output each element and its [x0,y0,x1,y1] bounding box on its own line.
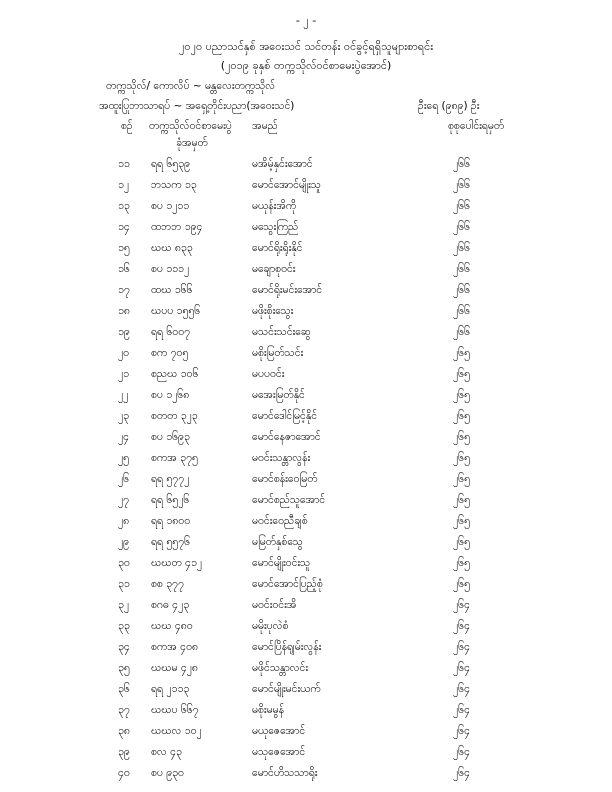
roll-number: ဃပပ ၁၅၅၆ [151,305,201,317]
table-row [0,683,612,704]
total-mark: ၂၆၅ [453,578,470,590]
student-name: မောင်မျိုးမင်းယက် [252,683,321,695]
student-name: မချောစုဝင်း [252,263,296,275]
row-number: ၁၁ [118,158,130,170]
roll-number: ထဘဘ ၁၉၄ [151,221,203,233]
table-row [0,536,612,557]
row-number: ၁၅ [118,242,130,254]
header-roll-line2: ခုံအမှတ် [176,137,208,149]
total-mark: ၂၆၄ [453,704,470,716]
total-mark: ၂၆၄ [453,725,470,737]
row-number: ၁၈ [118,305,130,317]
row-number: ၂၉ [118,536,130,548]
row-number: ၃၀ [118,557,130,569]
total-mark: ၂၆၅ [453,473,470,485]
row-number: ၁၃ [118,200,130,212]
table-row [0,179,612,200]
student-name: မဝင်းဝေညီချစ် [252,515,308,527]
student-name: မဖိုးစိုးသွေး [252,305,294,317]
roll-number: စပ ၉၃၀ [151,767,184,779]
roll-number: ဃဃမ ၄၂၈ [151,662,198,674]
table-row [0,767,612,788]
student-name: မောင်ဒေါင်မြင့်နိုင် [252,410,318,422]
row-number: ၁၄ [118,221,130,233]
total-count: ဦးရေ (၉၈၉) ဦး [418,100,480,112]
row-number: ၃၁ [118,578,130,590]
table-row [0,704,612,725]
roll-number: ရရ ၅၅၇၆ [151,536,191,548]
total-mark: ၂၆၆ [453,326,470,338]
total-mark: ၂၆၅ [453,557,470,569]
table-row [0,284,612,305]
total-mark: ၂၆၅ [453,410,470,422]
total-mark: ၂၆၆ [453,284,470,296]
roll-number: စပ ၁၂၁၁ [151,200,190,212]
table-row [0,431,612,452]
total-mark: ၂၆၄ [453,599,470,611]
roll-number: စပ ၁၂၆၈ [151,389,190,401]
student-name: မောင်စန်းဝေမြတ် [252,473,318,485]
header-roll: တက္ကသိုလ်ဝင်စာမေးပွဲ [149,120,232,132]
header-name: အမည် [252,120,278,132]
total-mark: ၂၆၅ [453,494,470,506]
student-name: မောင်အောင်မျိုးသူ [252,179,321,191]
total-mark: ၂၆၅ [453,536,470,548]
student-name: မဝင်းသန္တာလွန်း [252,452,311,464]
row-number: ၃၄ [118,641,130,653]
table-row [0,326,612,347]
roll-number: ရရ ၁၈၀၀ [151,515,191,527]
roll-number: ဃဃပ ၆၆၇ [151,704,199,716]
roll-number: ဃဃတ ၄၁၂ [151,557,203,569]
student-name: မပပဝင်း [252,368,285,380]
student-name: မောင်ပြိန်ရျမ်းလွန်း [252,641,322,653]
roll-number: ဃဃ ၄၈၀ [151,620,193,632]
row-number: ၁၉ [118,326,130,338]
roll-number: စတတ ၃၂၃ [151,410,198,422]
total-mark: ၂၆၅ [453,515,470,527]
total-mark: ၂၆၅ [453,347,470,359]
roll-number: ရရ ၅၇၇၂ [151,473,190,485]
table-row [0,515,612,536]
total-mark: ၂၆၆ [453,263,470,275]
table-row [0,368,612,389]
total-mark: ၂၆၄ [453,683,470,695]
student-name: မအိမ့်နှင်းအောင် [252,158,313,170]
roll-number: စပ ၁၁၁၂ [151,263,190,275]
table-row [0,263,612,284]
roll-number: စက ၇၀၅ [151,347,189,359]
university-line: တက္ကသိုလ်/ ကောလိပ် ~ မန္တလေးတက္ကသိုလ် [106,80,276,92]
table-row [0,725,612,746]
roll-number: စလ ၄၃ [151,746,182,758]
row-number: ၃၈ [118,725,130,737]
roll-number: စကအ ၄၀၈ [151,641,198,653]
document-title: ၂၀၂၀ ပညာသင်နှစ် အဝေးသင် သင်တန်း ဝင်ခွင့်ရရှိသူများစာရင်း [178,40,433,53]
table-row [0,620,612,641]
total-mark: ၂၆၆ [453,305,470,317]
student-name: မစိုးမမွန် [252,704,285,716]
table-row [0,473,612,494]
student-name: မစိုးမြတ်သင်း [252,347,304,359]
roll-number: ဘသက ၁၃ [151,179,197,191]
student-name: မဝင်းဝင်းအိ [252,599,297,611]
roll-number: စစ ၃၇၇ [151,578,184,590]
header-no: စဉ် [121,120,133,132]
table-row [0,158,612,179]
table-row [0,305,612,326]
table-row [0,389,612,410]
student-name: မအေးမြတ်နိုင် [252,389,305,401]
row-number: ၂၃ [118,410,130,422]
roll-number: ရရ ၆၅၂၆ [151,494,190,506]
total-mark: ၂၆၆ [453,200,470,212]
header-mark: စုစုပေါင်းရမှတ် [448,120,505,132]
row-number: ၄၀ [118,767,130,779]
total-mark: ၂၆၆ [453,179,470,191]
row-number: ၂၂ [118,389,129,401]
table-row [0,494,612,515]
total-mark: ၂၆၄ [453,746,470,758]
row-number: ၁၆ [118,263,130,275]
student-name: မောင်အောင်ပြည့်စုံ [252,578,323,590]
total-mark: ၂၆၄ [453,662,470,674]
table-row [0,200,612,221]
row-number: ၁၂ [118,179,130,191]
student-name: မောင်ရိုးရိုးနိုင် [252,242,303,254]
total-mark: ၂၆၄ [453,641,470,653]
total-mark: ၂၆၆ [453,221,470,233]
table-row [0,221,612,242]
total-mark: ၂၆၅ [453,452,470,464]
roll-number: ဃဃလ ၁၀၂ [151,725,202,737]
roll-number: ရရ ၂၁၁၃ [151,683,190,695]
table-row [0,746,612,767]
table-row [0,557,612,578]
row-number: ၂၅ [118,452,130,464]
table-row [0,578,612,599]
student-name: မသင်းသင်းဆွေ [252,326,311,338]
student-name: မသွေးကြည် [252,221,299,233]
student-name: မမိုးပုလဲစံ [252,620,289,632]
student-name: မယုန်းအိကို [252,200,297,212]
row-number: ၂၄ [118,431,130,443]
student-name: မမြတ်နှစ်သွေ [252,536,303,548]
student-name: မောင်ရိုးမင်းအောင် [252,284,323,296]
row-number: ၂၁ [118,368,130,380]
roll-number: စပ ၁၆၉၃ [151,431,190,443]
roll-number: စကအ ၃၇၅ [151,452,198,464]
table-row [0,452,612,473]
roll-number: စညဃ ၁၀၆ [151,368,199,380]
student-name: မသုဇေအောင် [252,746,306,758]
total-mark: ၂၆၅ [453,368,470,380]
student-name: မောင်ဟိသသာရိုး [252,767,318,779]
total-mark: ၂၆၅ [453,389,470,401]
student-name: မောင်စည်သူအောင် [252,494,326,506]
table-row [0,410,612,431]
student-name: မယုဇေအောင် [252,725,306,737]
total-mark: ၂၆၅ [453,431,470,443]
row-number: ၃၃ [118,620,130,632]
total-mark: ၂၆၆ [453,158,470,170]
roll-number: ရရ ၆၅၃၉ [151,158,191,170]
row-number: ၃၉ [118,746,130,758]
row-number: ၁၇ [118,284,130,296]
table-row [0,599,612,620]
total-mark: ၂၆၄ [453,620,470,632]
row-number: ၃၅ [118,662,130,674]
row-number: ၃၇ [118,704,130,716]
roll-number: ထဃ ၁၆၆ [151,284,193,296]
row-number: ၂၈ [118,515,130,527]
table-row [0,641,612,662]
roll-number: စဂဓ ၄၂၃ [151,599,190,611]
row-number: ၃၂ [118,599,130,611]
row-number: ၂၇ [118,494,130,506]
results-list [0,158,612,788]
total-mark: ၂၆၄ [453,767,470,779]
table-row [0,242,612,263]
table-row [0,662,612,683]
roll-number: ရရ ၆၀၀၇ [151,326,191,338]
student-name: မောင်မျိုးဝင်းသူ [252,557,311,569]
student-name: မောင်နေဇာအောင် [252,431,321,443]
document-subtitle: (၂၀၁၉ ခုနှစ် တက္ကသိုလ်ဝင်စာမေးပွဲအောင်) [220,59,392,72]
table-row [0,347,612,368]
total-mark: ၂၆၆ [453,242,470,254]
student-name: မဖိုင်သန္တာလင်း [252,662,309,674]
row-number: ၂၀ [118,347,130,359]
row-number: ၂၆ [118,473,130,485]
roll-number: ဃဃ ၈၃၃ [151,242,193,254]
row-number: ၃၆ [118,683,130,695]
page-number: - ၂ - [295,14,317,27]
subject-line: အထူးပြုဘာသာရပ် ~ အရှေ့တိုင်းပညာ(အဝေးသင်) [99,100,295,112]
